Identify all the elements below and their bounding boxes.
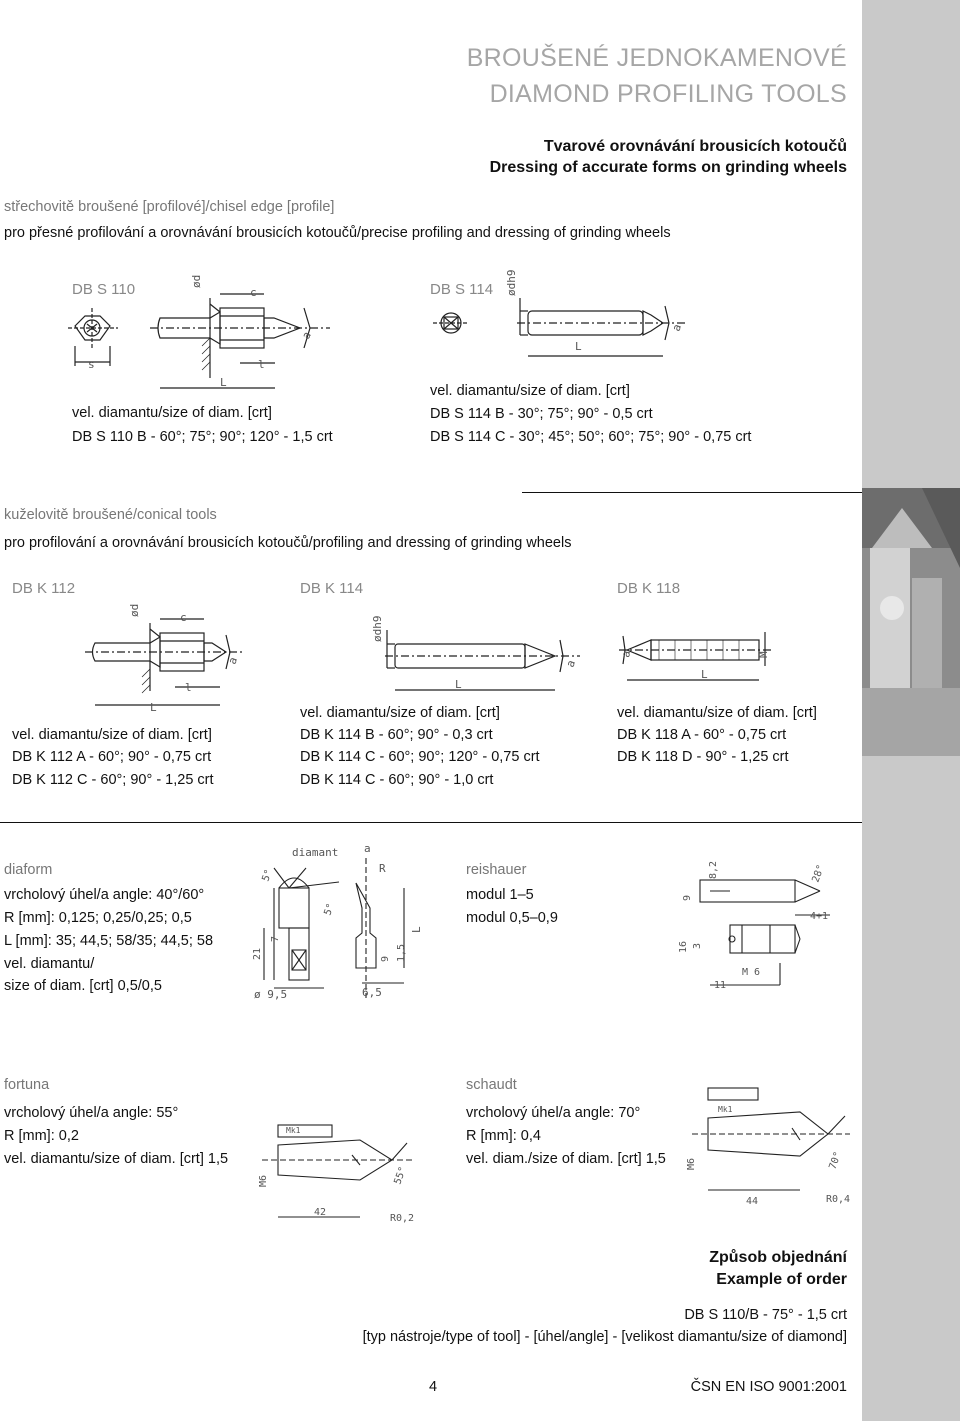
label-55deg: 55°	[392, 1165, 409, 1187]
tool-name-dbs114: DB S 114	[430, 281, 494, 298]
subtitle-cz: Tvarové orovnávání brousicích kotoučů	[543, 138, 847, 155]
schaudt-line-2: R [mm]: 0,4	[466, 1128, 541, 1144]
divider	[522, 492, 862, 493]
dbs114-drawing	[425, 268, 705, 378]
label-16: 16	[678, 940, 689, 953]
label-a: a	[619, 649, 634, 659]
order-heading-en: Example of order	[716, 1271, 847, 1288]
title-cz: BROUŠENÉ JEDNOKAMENOVÉ	[466, 44, 847, 72]
reishauer-line-1: modul 1–5	[466, 887, 534, 903]
schaudt-line-3: vel. diam./size of diam. [crt] 1,5	[466, 1151, 666, 1167]
label-L: L	[701, 668, 708, 681]
label-11: 11	[714, 980, 727, 991]
label-4plus1: 4+1	[810, 911, 829, 922]
diaform-line-3: L [mm]: 35; 44,5; 58/35; 44,5; 58	[4, 933, 214, 949]
dbk112-spec-label: vel. diamantu/size of diam. [crt]	[12, 727, 212, 743]
label-m6: M6	[258, 1174, 269, 1187]
label-a: a	[563, 658, 579, 670]
order-heading-cz: Způsob objednání	[709, 1249, 847, 1266]
diaform-line-1: vrcholový úhel/a angle: 40°/60°	[4, 887, 205, 903]
label-l: l	[185, 681, 192, 694]
dbk112-spec-1: DB K 112 A - 60°; 90° - 0,75 crt	[12, 749, 212, 765]
schaudt-drawing	[680, 1070, 860, 1215]
title-en: DIAMOND PROFILING TOOLS	[489, 80, 847, 108]
label-a: a	[364, 842, 371, 855]
label-65: 6,5	[362, 986, 382, 999]
tool-name-dbs110: DB S 110	[72, 281, 136, 298]
diaform-drawing	[244, 838, 444, 1003]
label-5deg: 5°	[322, 901, 337, 918]
label-c: c	[180, 611, 187, 624]
dbk112-spec-2: DB K 112 C - 60°; 90° - 1,25 crt	[12, 772, 214, 788]
dbk114-spec-2: DB K 114 C - 60°; 90°; 120° - 0,75 crt	[300, 749, 540, 765]
reishauer-drawing	[670, 845, 850, 995]
reishauer-heading: reishauer	[466, 862, 527, 878]
label-mk1: Mk1	[718, 1105, 733, 1114]
label-L: L	[455, 678, 462, 691]
schaudt-line-1: vrcholový úhel/a angle: 70°	[466, 1105, 641, 1121]
label-dh9: ødh9	[505, 269, 518, 296]
dbk112-drawing	[80, 595, 260, 715]
dbk118-drawing	[615, 618, 780, 688]
label-dh9: ødh9	[371, 615, 384, 642]
section2-heading: kuželovitě broušené/conical tools	[4, 507, 217, 523]
label-15: 1,5	[396, 943, 407, 962]
label-diamant: diamant	[292, 846, 339, 859]
label-42: 42	[314, 1207, 327, 1218]
section2-description: pro profilování a orovnávání brousicích kotoučů/profiling and dressing of grinding wheels	[4, 535, 572, 551]
dbk114-drawing	[355, 600, 595, 695]
label-r04: R0,4	[826, 1194, 851, 1205]
label-L: L	[150, 701, 157, 714]
order-example: DB S 110/B - 75° - 1,5 crt	[684, 1307, 847, 1323]
label-7: 7	[270, 935, 281, 942]
label-m6: M 6	[742, 967, 761, 978]
label-L: L	[575, 340, 582, 353]
label-44: 44	[746, 1196, 759, 1207]
fortuna-line-2: R [mm]: 0,2	[4, 1128, 79, 1144]
label-70deg: 70°	[827, 1150, 844, 1172]
label-9: 9	[682, 894, 693, 901]
label-5deg: 5°	[260, 867, 275, 884]
order-format: [typ nástroje/type of tool] - [úhel/angle] - [velikost diamantu/size of diamond]	[362, 1329, 847, 1345]
tool-name-dbk114: DB K 114	[300, 580, 364, 597]
label-phi95: ø 9,5	[254, 988, 288, 1001]
dbs114-spec-2: DB S 114 C - 30°; 45°; 50°; 60°; 75°; 90° - 0,75 crt	[430, 429, 752, 445]
label-l: l	[258, 358, 265, 371]
dbk118-spec-1: DB K 118 A - 60° - 0,75 crt	[617, 727, 787, 743]
dbk114-spec-3: DB K 114 C - 60°; 90° - 1,0 crt	[300, 772, 494, 788]
fortuna-line-3: vel. diamantu/size of diam. [crt] 1,5	[4, 1151, 229, 1167]
tool-name-dbk112: DB K 112	[12, 580, 76, 597]
label-a: a	[669, 322, 685, 334]
label-c: c	[250, 286, 257, 299]
label-L: L	[220, 376, 227, 389]
section1-description: pro přesné profilování a orovnávání brousicích kotoučů/precise profiling and dressing of grinding wheels	[4, 225, 671, 241]
tool-name-dbk118: DB K 118	[617, 580, 681, 597]
diaform-line-4: vel. diamantu/	[4, 956, 95, 972]
dbs110-spec-1: DB S 110 B - 60°; 75°; 90°; 120° - 1,5 crt	[72, 429, 333, 445]
fortuna-line-1: vrcholový úhel/a angle: 55°	[4, 1105, 179, 1121]
diaform-line-2: R [mm]: 0,125; 0,25/0,25; 0,5	[4, 910, 192, 926]
dbk118-spec-label: vel. diamantu/size of diam. [crt]	[617, 705, 817, 721]
label-s: s	[88, 358, 95, 371]
label-3: 3	[692, 942, 703, 949]
label-9: 9	[380, 955, 391, 962]
label-d: ød	[190, 274, 203, 288]
dbs110-drawing	[60, 268, 400, 398]
dbk118-spec-2: DB K 118 D - 90° - 1,25 crt	[617, 749, 789, 765]
dbk114-spec-label: vel. diamantu/size of diam. [crt]	[300, 705, 500, 721]
schaudt-heading: schaudt	[466, 1077, 517, 1093]
label-82: 8,2	[708, 860, 719, 879]
label-a: a	[225, 655, 241, 667]
label-28deg: 28°	[810, 863, 827, 885]
label-21: 21	[252, 947, 263, 960]
dbs114-spec-1: DB S 114 B - 30°; 75°; 90° - 0,5 crt	[430, 406, 653, 422]
subtitle-en: Dressing of accurate forms on grinding wheels	[489, 159, 847, 176]
label-d: ød	[128, 603, 141, 617]
reishauer-line-2: modul 0,5–0,9	[466, 910, 558, 926]
tool-photo	[862, 488, 960, 756]
label-R: R	[379, 862, 386, 875]
label-r02: R0,2	[390, 1213, 415, 1224]
label-a: a	[299, 329, 314, 342]
label-M: M	[757, 651, 770, 658]
fortuna-heading: fortuna	[4, 1077, 50, 1093]
divider	[0, 822, 862, 823]
dbs110-spec-label: vel. diamantu/size of diam. [crt]	[72, 405, 272, 421]
label-m6: M6	[686, 1157, 697, 1170]
diaform-heading: diaform	[4, 862, 53, 878]
section1-heading: střechovitě broušené [profilové]/chisel edge [profile]	[4, 199, 335, 215]
dbs114-spec-label: vel. diamantu/size of diam. [crt]	[430, 383, 630, 399]
diaform-line-5: size of diam. [crt] 0,5/0,5	[4, 978, 162, 994]
label-L: L	[410, 926, 423, 933]
label-mk1: Mk1	[286, 1126, 301, 1135]
dbk114-spec-1: DB K 114 B - 60°; 90° - 0,3 crt	[300, 727, 493, 743]
page-number: 4	[429, 1379, 438, 1395]
iso-standard: ČSN EN ISO 9001:2001	[690, 1379, 847, 1395]
fortuna-drawing	[252, 1085, 432, 1230]
